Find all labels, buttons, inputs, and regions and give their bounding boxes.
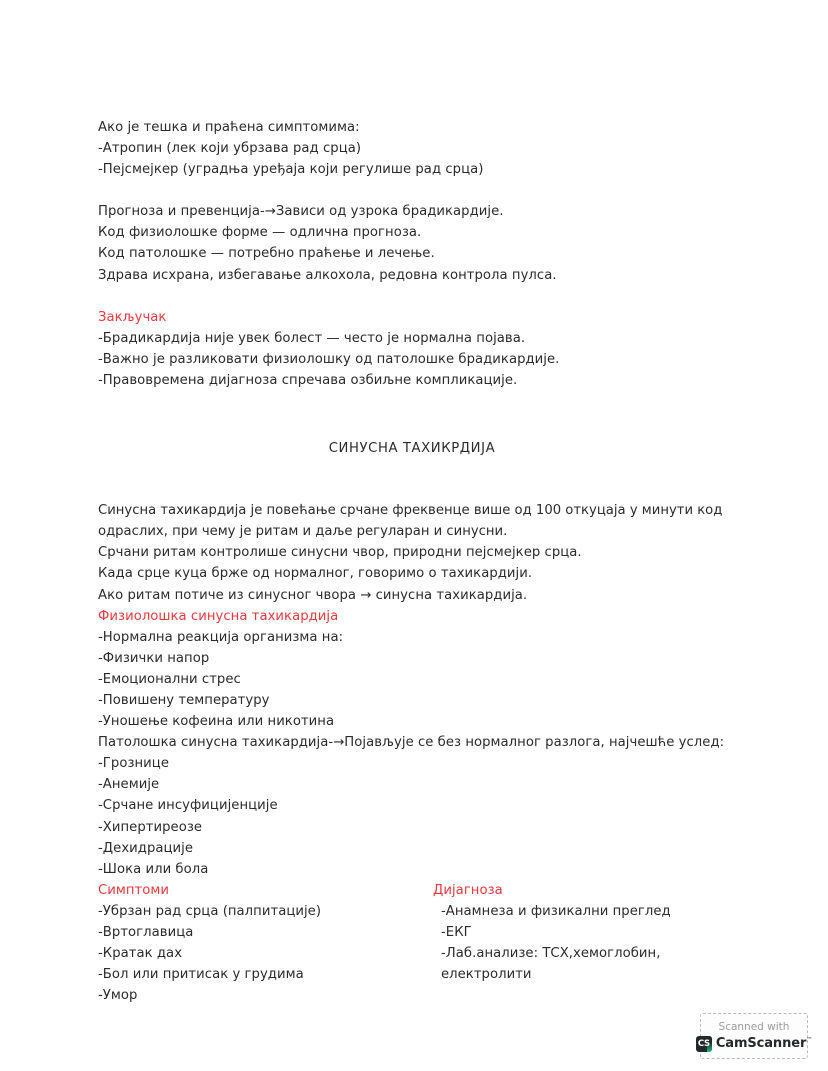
text-line: -Лаб.анализе: ТСХ,хемоглобин, електролити bbox=[441, 946, 665, 983]
camscanner-logo-icon bbox=[696, 1036, 712, 1052]
camscanner-brand-label: CamScanner bbox=[715, 1036, 807, 1051]
text-line: -Анамнеза и физикални преглед bbox=[441, 903, 671, 919]
text-line: Код физиолошке форме — одлична прогноза. bbox=[98, 225, 422, 241]
text-line: -Грознице bbox=[98, 756, 169, 772]
symptoms-column bbox=[98, 880, 428, 1007]
text-line: -Уношење кофеина или никотина bbox=[98, 714, 335, 730]
text-line: -Физички напор bbox=[98, 650, 210, 666]
text-line: -Бол или притисак у грудима bbox=[98, 967, 304, 983]
text-line: -Емоционални стрес bbox=[98, 671, 241, 687]
bradycardia-treatment-block bbox=[98, 117, 728, 180]
text-line: -Атропин (лек који убрзава рад срца) bbox=[98, 141, 362, 157]
page-title: СИНУСНА ТАХИКРДИЈА bbox=[328, 441, 496, 457]
text-line: Ако је тешка и праћена симптомима: bbox=[98, 120, 360, 135]
tachycardia-intro-block bbox=[98, 500, 728, 605]
text-line: -Нормална реакција организма на: bbox=[98, 629, 344, 645]
pathological-heading-tail: -→Појављује се без нормалног разлога, најчешће услед: bbox=[328, 735, 725, 751]
text-line: -Брадикардија није увек болест — често је нормална појава. bbox=[98, 330, 526, 346]
document-body bbox=[98, 117, 728, 1012]
text-line: -Умор bbox=[98, 988, 138, 1004]
text-line: -Вртоглавица bbox=[98, 925, 194, 940]
prognosis-heading-line bbox=[98, 201, 728, 222]
text-line: -Шока или бола bbox=[98, 861, 209, 877]
conclusion-block bbox=[98, 307, 728, 391]
text-line: Ако ритам потиче из синусног чвора → синусна тахикардија. bbox=[98, 587, 528, 603]
prognosis-block bbox=[98, 201, 728, 285]
text-paragraph: Синусна тахикардија је повећање срчане фреквенце више од 100 откуцаја у минути код одраслих, при чему је ритам и даље регуларан и синусни. bbox=[98, 503, 723, 540]
text-line: Здрава исхрана, избегавање алкохола, редовна контрола пулса. bbox=[98, 267, 557, 283]
text-line: -Повишену температуру bbox=[98, 692, 270, 708]
pathological-heading-line bbox=[98, 732, 728, 753]
text-line: -Хипертиреозе bbox=[98, 819, 203, 835]
physiological-block bbox=[98, 606, 728, 733]
text-line: -Анемије bbox=[98, 777, 160, 793]
text-line: -Дехидрације bbox=[98, 840, 194, 856]
pathological-block bbox=[98, 732, 728, 880]
prognosis-heading: Прогноза и превенција bbox=[98, 204, 260, 220]
block-spacer bbox=[98, 180, 728, 201]
camscanner-brand-name bbox=[716, 1036, 812, 1051]
text-line: -Кратак дах bbox=[98, 946, 183, 962]
text-line: -Важно је разликовати физиолошку од патолошке брадикардије. bbox=[98, 351, 560, 367]
trademark-mark: ™ bbox=[806, 1036, 813, 1044]
text-line: Срчани ритам контролише синусни чвор, природни пејсмејкер срца. bbox=[98, 545, 582, 561]
diagnosis-column bbox=[433, 880, 728, 985]
text-line: -Убрзан рад срца (палпитације) bbox=[98, 903, 322, 919]
conclusion-heading: Закључак bbox=[98, 309, 167, 325]
text-line: Код патолошке — потребно праћење и лечење. bbox=[98, 246, 435, 262]
text-line: -Правовремена дијагноза спречава озбиљне компликације. bbox=[98, 372, 518, 388]
symptoms-diagnosis-columns bbox=[98, 880, 728, 1012]
scanned-with-label: Scanned with bbox=[718, 1020, 790, 1033]
text-line: -Срчане инсуфицијенције bbox=[98, 798, 278, 814]
pathological-heading: Патолошка синусна тахикардија bbox=[98, 735, 329, 751]
text-line: Када срце куца брже од нормалног, говоримо о тахикардији. bbox=[98, 566, 533, 582]
diagnosis-heading: Дијагноза bbox=[433, 882, 503, 898]
prognosis-heading-tail: -→Зависи од узрока брадикардије. bbox=[259, 204, 504, 220]
text-line: -Пејсмејкер (уградња уређаја који регулише рад срца) bbox=[98, 162, 484, 178]
section-title-block bbox=[98, 438, 728, 459]
camscanner-watermark bbox=[697, 1013, 813, 1059]
camscanner-logo-text: CS bbox=[697, 1038, 710, 1049]
camscanner-brand-row bbox=[696, 1036, 812, 1052]
block-spacer bbox=[98, 286, 728, 307]
text-line: -ЕКГ bbox=[441, 925, 472, 940]
physiological-heading: Физиолошка синусна тахикардија bbox=[98, 608, 339, 624]
symptoms-heading: Симптоми bbox=[98, 882, 170, 898]
